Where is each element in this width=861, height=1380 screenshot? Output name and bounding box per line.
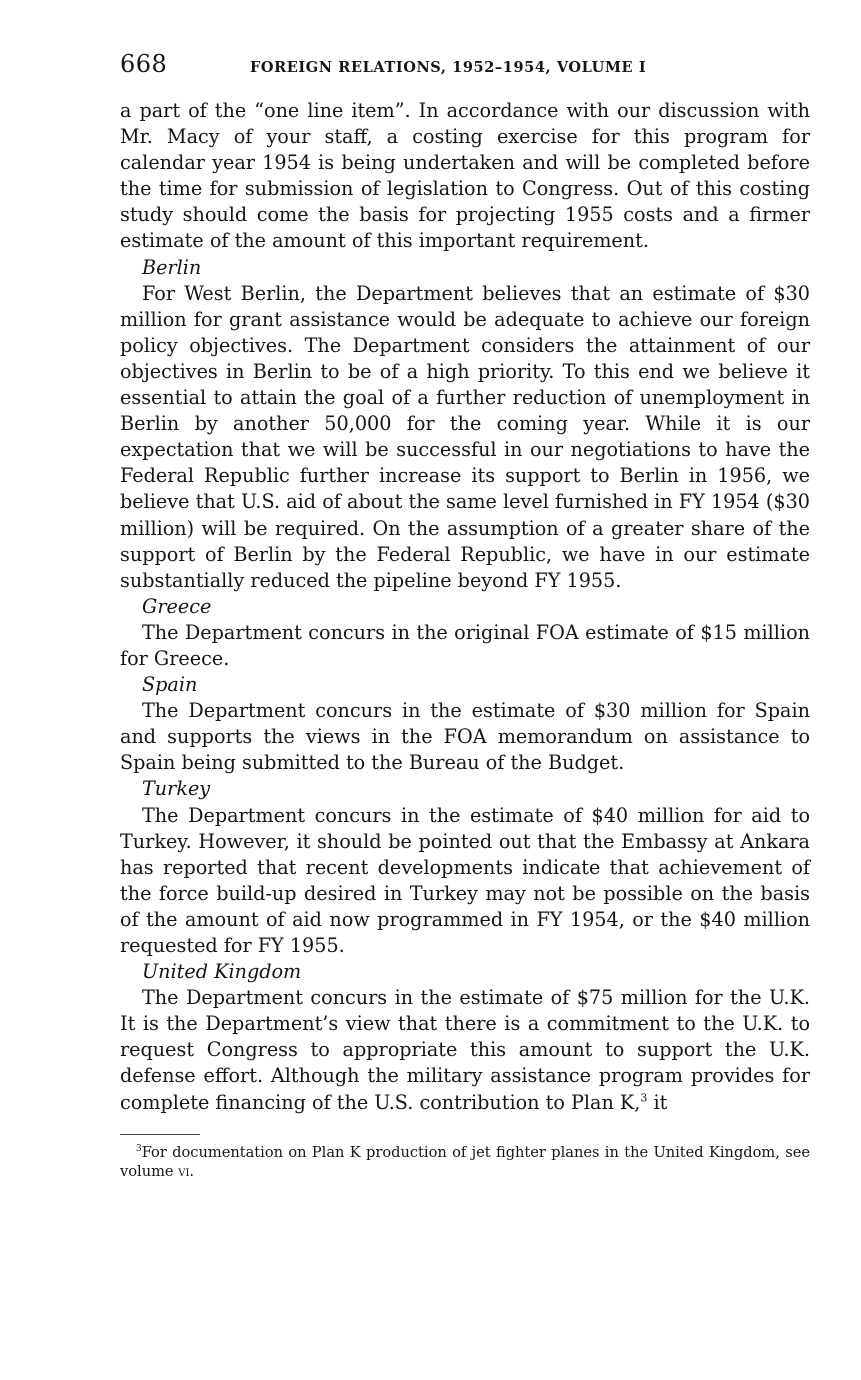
body-paragraph: The Department concurs in the original FOA estimate of $15 million for Greece. [120,620,810,670]
paragraph-text: The Department concurs in the estimate of $75 million for the U.K. It is the Department’s view that there is a commitment to the U.K. to request Congress to appropriate this amount to support the U.K. defense effort. Although the military assistance program provides for complete financing of the U.S. contribution to Plan K, [120,986,810,1114]
section-heading: Greece [142,594,212,618]
footnote-text [120,1144,810,1180]
footnote-mark: 3 [136,1143,142,1154]
footnote-text-end: . [189,1162,195,1180]
footnote-volume: vi [178,1162,190,1180]
paragraph-text-end: it [647,1090,668,1114]
footnote-divider [120,1134,200,1135]
body-paragraph-united-kingdom [120,985,810,1115]
section-heading: Berlin [142,255,202,279]
footnote [120,1143,810,1181]
footnote-text-main: For documentation on Plan K production of jet fighter planes in the United Kingdom, see volume [120,1143,810,1180]
page-number: 668 [120,50,168,78]
section-heading: Spain [142,673,198,697]
section-heading: Turkey [142,777,211,801]
document-page [120,50,810,1181]
footnote-reference[interactable]: 3 [640,1091,648,1105]
running-head [120,50,810,90]
running-head-title: FOREIGN RELATIONS, 1952–1954, VOLUME I [250,59,647,76]
section-heading: United Kingdom [142,960,302,984]
body-paragraph: The Department concurs in the estimate of $40 million for aid to Turkey. However, it should be pointed out that the Embassy at Ankara has reported that recent developments indicate that achievement of the force build-up desired in Turkey may not be possible on the basis of the amount of aid now programmed in FY 1954, or the $40 million requested for FY 1955. [120,803,810,957]
document-body [120,98,810,985]
body-paragraph: a part of the “one line item”. In accordance with our discussion with Mr. Macy of your staff, a costing exercise for this program for calendar year 1954 is being undertaken and will be completed before the time for submission of legislation to Congress. Out of this costing study should come the basis for projecting 1955 costs and a firmer estimate of the amount of this important requirement. [120,99,810,253]
body-paragraph: The Department concurs in the estimate of $30 million for Spain and supports the views in the FOA memorandum on assistance to Spain being submitted to the Bureau of the Budget. [120,699,810,775]
body-paragraph: For West Berlin, the Department believes that an estimate of $30 million for grant assistance would be adequate to achieve our foreign policy objectives. The Department considers the attainment of our objectives in Berlin to be of a high priority. To this end we believe it essential to attain the goal of a further reduction of unemployment in Berlin by another 50,000 for the coming year. While it is our expectation that we will be successful in our negotiations to have the Federal Republic further increase its support to Berlin in 1956, we believe that U.S. aid of about the same level furnished in FY 1954 ($30 million) will be required. On the assumption of a greater share of the support of Berlin by the Federal Republic, we have in our estimate substantially reduced the pipeline beyond FY 1955. [120,281,810,592]
